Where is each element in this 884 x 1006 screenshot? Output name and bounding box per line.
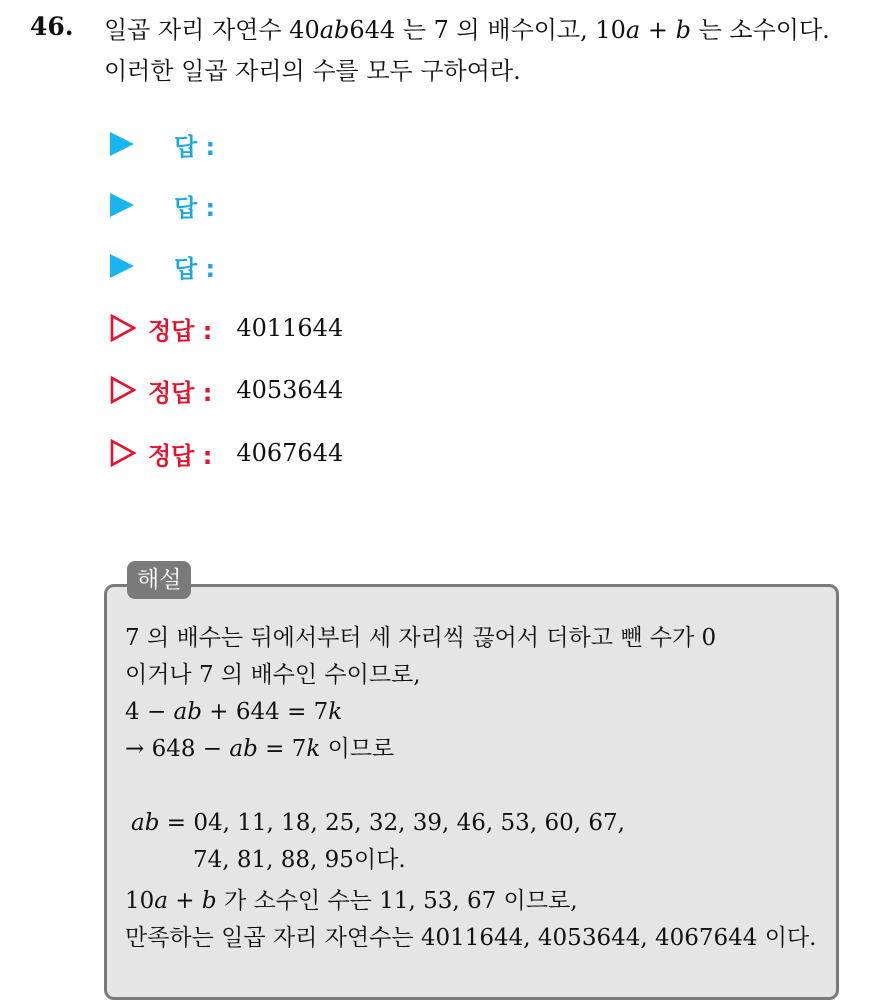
explanation-line — [125, 883, 835, 920]
math-part: 4 − — [125, 699, 174, 725]
problem-line-1 — [104, 10, 874, 51]
explanation-body — [125, 620, 835, 957]
math-part: = 7 — [257, 736, 307, 762]
triangle-outline-icon — [110, 439, 136, 467]
explanation-tab: 해설 — [127, 561, 191, 599]
math-part: → 648 − — [125, 736, 230, 762]
var-ab: ab — [131, 810, 160, 836]
triangle-outline-icon — [110, 376, 136, 404]
problem-text-part: 는 소수이다. — [690, 16, 830, 44]
math-part: 가 소수인 수는 11, 53, 67 이므로, — [216, 888, 578, 914]
solution-value: 4053644 — [236, 376, 344, 404]
triangle-outline-icon — [110, 314, 136, 342]
problem-number: 46. — [30, 12, 74, 41]
answer-row[interactable] — [110, 248, 215, 284]
blank-line — [125, 768, 835, 805]
solution-row — [110, 372, 343, 408]
var-k: k — [328, 699, 343, 725]
math-part: 이므로 — [320, 736, 395, 762]
math-part: + 644 = 7 — [201, 699, 329, 725]
explanation-line — [125, 805, 835, 842]
solution-label: 정답 : — [148, 441, 213, 470]
explanation-line: 7 의 배수는 뒤에서부터 세 자리씩 끊어서 더하고 뺀 수가 0 — [125, 625, 717, 651]
explanation-line: 74, 81, 88, 95이다. — [193, 847, 406, 873]
math-part: 10 — [125, 888, 155, 914]
var-a: a — [625, 16, 641, 44]
solution-label: 정답 : — [148, 378, 213, 407]
answer-label: 답 : — [174, 193, 216, 222]
explanation-line — [125, 731, 835, 768]
problem-text — [104, 10, 874, 92]
explanation-line: 이거나 7 의 배수인 수이므로, — [125, 662, 421, 688]
solution-value: 4011644 — [236, 314, 344, 342]
explanation-line: 만족하는 일곱 자리 자연수는 4011644, 4053644, 4067644 이다. — [125, 925, 817, 951]
plus-sign: + — [640, 16, 676, 44]
problem-text-part: 644 는 7 의 배수이고, 10 — [349, 16, 626, 44]
math-part: = 04, 11, 18, 25, 32, 39, 46, 53, 60, 67, — [159, 810, 625, 836]
var-a: a — [154, 888, 168, 914]
var-ab: ab — [319, 16, 350, 44]
var-b: b — [675, 16, 691, 44]
solution-label: 정답 : — [148, 316, 213, 345]
answer-row[interactable] — [110, 126, 215, 162]
solution-value: 4067644 — [236, 439, 344, 467]
solution-row — [110, 310, 343, 346]
problem-text-part: 일곱 자리 자연수 40 — [104, 16, 320, 44]
play-triangle-icon — [110, 254, 134, 278]
var-ab: ab — [173, 699, 202, 725]
answer-row[interactable] — [110, 187, 215, 223]
problem-line-2: 이러한 일곱 자리의 수를 모두 구하여라. — [104, 57, 521, 85]
solution-row — [110, 435, 343, 471]
plus-sign: + — [168, 888, 202, 914]
explanation-line — [125, 694, 835, 731]
var-k: k — [306, 736, 321, 762]
play-triangle-icon — [110, 132, 134, 156]
var-ab: ab — [229, 736, 258, 762]
answer-label: 답 : — [174, 132, 216, 161]
var-b: b — [201, 888, 217, 914]
play-triangle-icon — [110, 193, 134, 217]
answer-label: 답 : — [174, 254, 216, 283]
